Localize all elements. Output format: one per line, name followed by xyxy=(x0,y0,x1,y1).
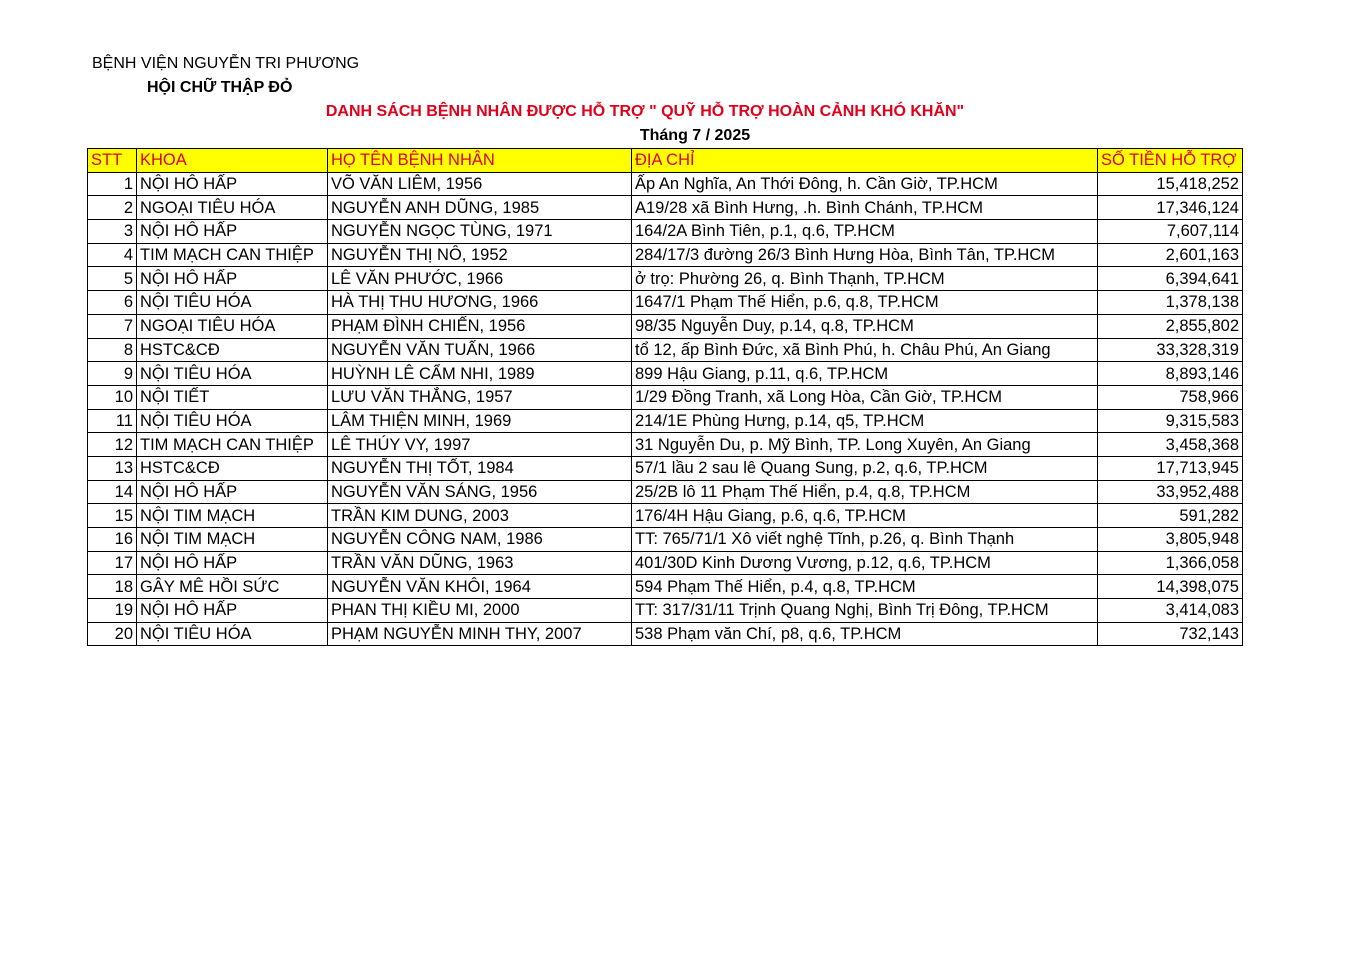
table-row xyxy=(88,172,1243,196)
patient-support-table xyxy=(87,148,1243,646)
table-row xyxy=(88,243,1243,267)
cell-ho-ten: LÂM THIỆN MINH, 1969 xyxy=(328,409,632,433)
cell-so-tien: 3,414,083 xyxy=(1098,599,1243,623)
cell-khoa: NỘI HÔ HẤP xyxy=(137,172,328,196)
cell-so-tien: 15,418,252 xyxy=(1098,172,1243,196)
column-header-so-tien: SỐ TIỀN HỖ TRỢ xyxy=(1098,149,1243,173)
column-header-dia-chi: ĐỊA CHỈ xyxy=(632,149,1098,173)
cell-khoa: HSTC&CĐ xyxy=(137,456,328,480)
cell-dia-chi: TT: 765/71/1 Xô viết nghệ Tĩnh, p.26, q. Bình Thạnh xyxy=(632,528,1098,552)
table-row xyxy=(88,409,1243,433)
cell-khoa: NỘI HÔ HẤP xyxy=(137,551,328,575)
cell-dia-chi: 1647/1 Phạm Thế Hiển, p.6, q.8, TP.HCM xyxy=(632,291,1098,315)
table-row xyxy=(88,504,1243,528)
cell-khoa: NỘI TIẾT xyxy=(137,385,328,409)
cell-dia-chi: 25/2B lô 11 Phạm Thế Hiển, p.4, q.8, TP.HCM xyxy=(632,480,1098,504)
cell-khoa: NỘI TIÊU HÓA xyxy=(137,622,328,646)
cell-dia-chi: TT: 317/31/11 Trịnh Quang Nghị, Bình Trị Đông, TP.HCM xyxy=(632,599,1098,623)
cell-ho-ten: PHẠM ĐÌNH CHIẾN, 1956 xyxy=(328,314,632,338)
cell-stt: 9 xyxy=(88,362,137,386)
table-row xyxy=(88,456,1243,480)
table-row xyxy=(88,314,1243,338)
table-row xyxy=(88,433,1243,457)
table-header-row xyxy=(88,149,1243,173)
cell-ho-ten: LÊ THÚY VY, 1997 xyxy=(328,433,632,457)
cell-dia-chi: A19/28 xã Bình Hưng, .h. Bình Chánh, TP.HCM xyxy=(632,196,1098,220)
cell-stt: 11 xyxy=(88,409,137,433)
table-row xyxy=(88,362,1243,386)
cell-dia-chi: 176/4H Hậu Giang, p.6, q.6, TP.HCM xyxy=(632,504,1098,528)
table-row xyxy=(88,338,1243,362)
cell-ho-ten: NGUYỄN CÔNG NAM, 1986 xyxy=(328,528,632,552)
cell-so-tien: 7,607,114 xyxy=(1098,220,1243,244)
cell-so-tien: 732,143 xyxy=(1098,622,1243,646)
cell-stt: 19 xyxy=(88,599,137,623)
cell-stt: 5 xyxy=(88,267,137,291)
cell-so-tien: 14,398,075 xyxy=(1098,575,1243,599)
cell-ho-ten: LƯU VĂN THẮNG, 1957 xyxy=(328,385,632,409)
cell-stt: 12 xyxy=(88,433,137,457)
cell-so-tien: 9,315,583 xyxy=(1098,409,1243,433)
cell-so-tien: 33,952,488 xyxy=(1098,480,1243,504)
cell-khoa: NỘI HÔ HẤP xyxy=(137,220,328,244)
cell-ho-ten: TRẦN KIM DUNG, 2003 xyxy=(328,504,632,528)
table-row xyxy=(88,599,1243,623)
cell-ho-ten: NGUYỄN THỊ TỐT, 1984 xyxy=(328,456,632,480)
society-name: HỘI CHỮ THẬP ĐỎ xyxy=(147,79,293,96)
cell-stt: 2 xyxy=(88,196,137,220)
cell-dia-chi: 401/30D Kinh Dương Vương, p.12, q.6, TP.HCM xyxy=(632,551,1098,575)
cell-so-tien: 17,713,945 xyxy=(1098,456,1243,480)
cell-khoa: NGOẠI TIÊU HÓA xyxy=(137,314,328,338)
cell-stt: 7 xyxy=(88,314,137,338)
cell-ho-ten: NGUYỄN NGỌC TÙNG, 1971 xyxy=(328,220,632,244)
cell-khoa: TIM MẠCH CAN THIỆP xyxy=(137,243,328,267)
cell-dia-chi: 214/1E Phùng Hưng, p.14, q5, TP.HCM xyxy=(632,409,1098,433)
cell-ho-ten: NGUYỄN THỊ NÔ, 1952 xyxy=(328,243,632,267)
cell-stt: 10 xyxy=(88,385,137,409)
cell-ho-ten: NGUYỄN ANH DŨNG, 1985 xyxy=(328,196,632,220)
cell-dia-chi: 284/17/3 đường 26/3 Bình Hưng Hòa, Bình Tân, TP.HCM xyxy=(632,243,1098,267)
cell-khoa: NỘI TIÊU HÓA xyxy=(137,362,328,386)
cell-stt: 17 xyxy=(88,551,137,575)
cell-so-tien: 1,366,058 xyxy=(1098,551,1243,575)
cell-stt: 4 xyxy=(88,243,137,267)
cell-stt: 14 xyxy=(88,480,137,504)
cell-so-tien: 3,458,368 xyxy=(1098,433,1243,457)
cell-ho-ten: NGUYỄN VĂN TUẤN, 1966 xyxy=(328,338,632,362)
cell-so-tien: 3,805,948 xyxy=(1098,528,1243,552)
cell-dia-chi: ở trọ: Phường 26, q. Bình Thạnh, TP.HCM xyxy=(632,267,1098,291)
cell-dia-chi: 98/35 Nguyễn Duy, p.14, q.8, TP.HCM xyxy=(632,314,1098,338)
table-body xyxy=(88,172,1243,646)
table-row xyxy=(88,196,1243,220)
table-row xyxy=(88,291,1243,315)
cell-stt: 13 xyxy=(88,456,137,480)
cell-khoa: NỘI HÔ HẤP xyxy=(137,267,328,291)
cell-khoa: NỘI TIM MẠCH xyxy=(137,504,328,528)
cell-so-tien: 591,282 xyxy=(1098,504,1243,528)
cell-dia-chi: 594 Phạm Thế Hiển, p.4, q.8, TP.HCM xyxy=(632,575,1098,599)
cell-khoa: NỘI TIM MẠCH xyxy=(137,528,328,552)
column-header-khoa: KHOA xyxy=(137,149,328,173)
cell-dia-chi: 57/1 lầu 2 sau lê Quang Sung, p.2, q.6, TP.HCM xyxy=(632,456,1098,480)
cell-khoa: GÂY MÊ HỒI SỨC xyxy=(137,575,328,599)
cell-so-tien: 17,346,124 xyxy=(1098,196,1243,220)
document-period: Tháng 7 / 2025 xyxy=(639,127,751,144)
cell-dia-chi: tổ 12, ấp Bình Đức, xã Bình Phú, h. Châu Phú, An Giang xyxy=(632,338,1098,362)
cell-dia-chi: Ấp An Nghĩa, An Thới Đông, h. Cần Giờ, TP.HCM xyxy=(632,172,1098,196)
cell-so-tien: 1,378,138 xyxy=(1098,291,1243,315)
cell-dia-chi: 31 Nguyễn Du, p. Mỹ Bình, TP. Long Xuyên, An Giang xyxy=(632,433,1098,457)
cell-so-tien: 6,394,641 xyxy=(1098,267,1243,291)
table-row xyxy=(88,528,1243,552)
cell-khoa: HSTC&CĐ xyxy=(137,338,328,362)
table-row xyxy=(88,575,1243,599)
table-row xyxy=(88,220,1243,244)
cell-so-tien: 758,966 xyxy=(1098,385,1243,409)
cell-ho-ten: NGUYỄN VĂN SÁNG, 1956 xyxy=(328,480,632,504)
cell-so-tien: 33,328,319 xyxy=(1098,338,1243,362)
cell-khoa: NGOẠI TIÊU HÓA xyxy=(137,196,328,220)
cell-ho-ten: TRẦN VĂN DŨNG, 1963 xyxy=(328,551,632,575)
cell-stt: 6 xyxy=(88,291,137,315)
cell-khoa: NỘI TIÊU HÓA xyxy=(137,291,328,315)
cell-so-tien: 2,601,163 xyxy=(1098,243,1243,267)
table-row xyxy=(88,267,1243,291)
cell-stt: 3 xyxy=(88,220,137,244)
table-row xyxy=(88,385,1243,409)
cell-ho-ten: PHẠM NGUYỄN MINH THY, 2007 xyxy=(328,622,632,646)
table-row xyxy=(88,622,1243,646)
cell-so-tien: 8,893,146 xyxy=(1098,362,1243,386)
cell-stt: 1 xyxy=(88,172,137,196)
document-title: DANH SÁCH BỆNH NHÂN ĐƯỢC HỖ TRỢ " QUỸ HỖ TRỢ HOÀN CẢNH KHÓ KHĂN" xyxy=(325,103,965,120)
table-row xyxy=(88,480,1243,504)
cell-stt: 15 xyxy=(88,504,137,528)
cell-stt: 18 xyxy=(88,575,137,599)
cell-ho-ten: NGUYỄN VĂN KHÔI, 1964 xyxy=(328,575,632,599)
cell-stt: 20 xyxy=(88,622,137,646)
cell-khoa: TIM MẠCH CAN THIỆP xyxy=(137,433,328,457)
cell-dia-chi: 164/2A Bình Tiên, p.1, q.6, TP.HCM xyxy=(632,220,1098,244)
cell-ho-ten: PHAN THỊ KIỀU MI, 2000 xyxy=(328,599,632,623)
cell-khoa: NỘI HÔ HẤP xyxy=(137,480,328,504)
cell-dia-chi: 1/29 Đồng Tranh, xã Long Hòa, Cần Giờ, TP.HCM xyxy=(632,385,1098,409)
cell-stt: 8 xyxy=(88,338,137,362)
cell-khoa: NỘI TIÊU HÓA xyxy=(137,409,328,433)
cell-ho-ten: LÊ VĂN PHƯỚC, 1966 xyxy=(328,267,632,291)
cell-khoa: NỘI HÔ HẤP xyxy=(137,599,328,623)
table-row xyxy=(88,551,1243,575)
column-header-ho-ten: HỌ TÊN BỆNH NHÂN xyxy=(328,149,632,173)
cell-ho-ten: HÀ THỊ THU HƯƠNG, 1966 xyxy=(328,291,632,315)
cell-ho-ten: VÕ VĂN LIÊM, 1956 xyxy=(328,172,632,196)
cell-stt: 16 xyxy=(88,528,137,552)
column-header-stt: STT xyxy=(88,149,137,173)
hospital-name: BỆNH VIỆN NGUYỄN TRI PHƯƠNG xyxy=(92,55,360,72)
cell-ho-ten: HUỲNH LÊ CẨM NHI, 1989 xyxy=(328,362,632,386)
cell-so-tien: 2,855,802 xyxy=(1098,314,1243,338)
cell-dia-chi: 899 Hậu Giang, p.11, q.6, TP.HCM xyxy=(632,362,1098,386)
cell-dia-chi: 538 Phạm văn Chí, p8, q.6, TP.HCM xyxy=(632,622,1098,646)
